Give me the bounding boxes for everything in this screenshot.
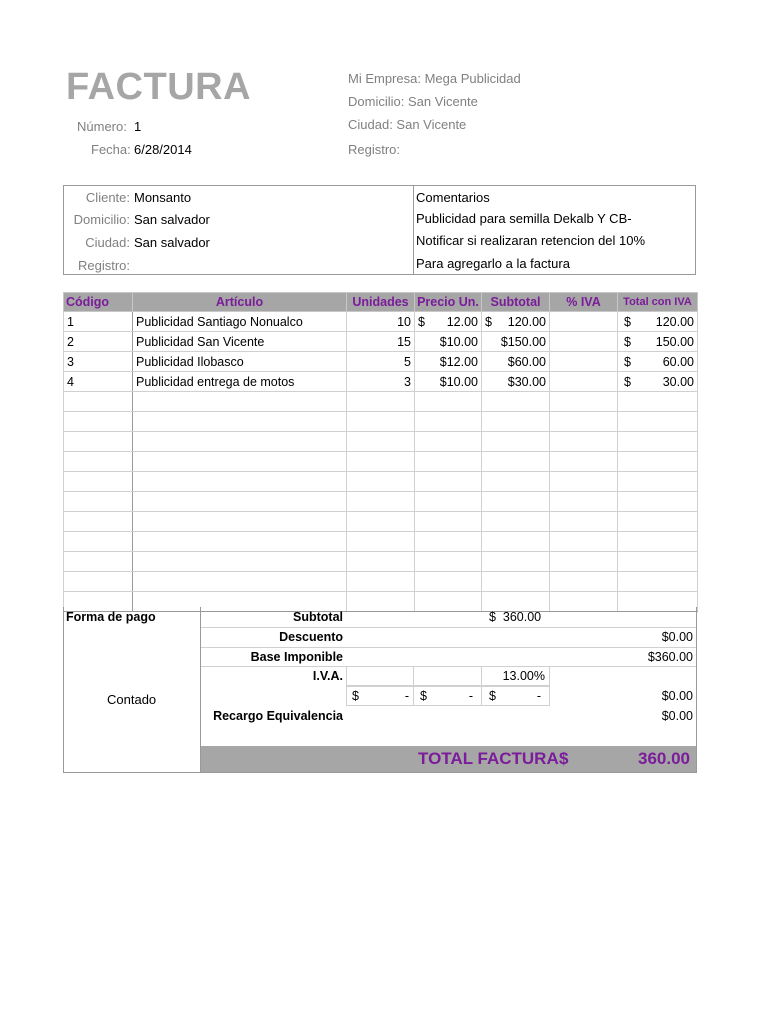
table-row [64,492,698,512]
table-cell [482,412,550,432]
unidades-cell: 10 [397,314,411,329]
items-header-row [64,293,698,312]
codigo-cell: 4 [67,374,74,389]
table-cell [550,412,618,432]
table-cell [415,552,482,572]
table-cell [133,332,347,352]
cliente-value: Monsanto [134,190,192,205]
client-ciudad-value: San salvador [134,235,210,250]
table-cell [550,312,618,332]
table-cell [550,492,618,512]
table-cell [133,392,347,412]
table-cell [133,492,347,512]
articulo-cell: Publicidad entrega de motos [136,374,295,389]
table-cell [550,532,618,552]
total-cell: 150.00 [655,334,694,349]
currency-symbol: $ [624,334,631,349]
table-cell [133,472,347,492]
table-row [64,372,698,392]
company-city: Ciudad: San Vicente [348,117,467,132]
table-cell [64,432,133,452]
precio-cell: $10.00 [439,374,478,389]
subtotal-cell: $60.00 [507,354,546,369]
precio-cell: 12.00 [446,314,478,329]
table-cell [482,332,550,352]
table-row [64,312,698,332]
table-cell [415,432,482,452]
table-cell [618,392,698,412]
table-cell [482,492,550,512]
table-cell [482,452,550,472]
numero-label: Número: [77,119,127,134]
table-row [64,472,698,492]
client-ciudad-label: Ciudad: [85,235,130,250]
table-cell [618,432,698,452]
table-cell [550,572,618,592]
table-cell [64,352,133,372]
table-cell [133,572,347,592]
table-cell [415,412,482,432]
table-cell [415,512,482,532]
dash: - [468,689,473,703]
currency-symbol: $ [352,689,359,703]
dash: - [536,689,541,703]
table-cell [64,492,133,512]
table-cell [64,572,133,592]
table-cell [618,472,698,492]
precio-cell: $10.00 [439,334,478,349]
table-cell [550,352,618,372]
codigo-cell: 3 [67,354,74,369]
table-row [64,552,698,572]
table-cell [618,572,698,592]
table-cell [482,472,550,492]
company-registry: Registro: [348,142,401,157]
total-cell: 30.00 [662,374,694,389]
table-cell [347,352,415,372]
table-cell [550,332,618,352]
table-cell [550,472,618,492]
iva-cell [346,666,414,686]
table-cell [133,352,347,372]
table-cell [415,452,482,472]
table-cell [550,392,618,412]
descuento-value: $0.00 [661,630,693,644]
summary-rule [201,647,696,648]
header-unidades: Unidades [347,293,415,312]
table-cell [133,372,347,392]
table-cell [133,432,347,452]
summary-rule [201,627,696,628]
descuento-label: Descuento [279,630,343,644]
table-cell [415,532,482,552]
iva-amount-cell [346,686,414,706]
iva-value: $0.00 [661,689,693,703]
table-cell [64,512,133,532]
table-cell [64,332,133,352]
client-divider [413,185,414,275]
comentarios-title: Comentarios [416,190,490,205]
table-cell [347,372,415,392]
table-cell [618,452,698,472]
table-cell [550,372,618,392]
table-cell [618,352,698,372]
client-domicilio-value: San salvador [134,212,210,227]
table-cell [347,412,415,432]
table-cell [618,492,698,512]
table-cell [347,332,415,352]
header-total-iva: Total con IVA [618,293,698,312]
precio-cell: $12.00 [439,354,478,369]
table-cell [64,472,133,492]
currency-symbol: $ [489,689,496,703]
table-cell [415,572,482,592]
total-cell: 60.00 [662,354,694,369]
codigo-cell: 1 [67,314,74,329]
table-cell [347,532,415,552]
currency-symbol: $ [624,354,631,369]
table-cell [347,492,415,512]
comentario-line: Para agregarlo a la factura [416,256,570,271]
currency-symbol: $ [624,374,631,389]
currency-symbol: $ [418,314,425,329]
header-articulo: Artículo [133,293,347,312]
invoice-title: FACTURA [66,66,252,108]
table-cell [64,552,133,572]
table-row [64,512,698,532]
table-row [64,392,698,412]
iva-label: I.V.A. [312,669,343,683]
subtotal-label: Subtotal [293,610,343,624]
unidades-cell: 15 [397,334,411,349]
iva-rate: 13.00% [481,666,550,686]
table-cell [64,412,133,432]
comentario-line: Publicidad para semilla Dekalb Y CB- [416,211,632,226]
table-cell [347,432,415,452]
iva-amount-cell [413,686,482,706]
table-cell [347,452,415,472]
dash: - [404,689,409,703]
total-currency: $ [559,749,569,768]
articulo-cell: Publicidad Santiago Nonualco [136,314,303,329]
table-cell [347,572,415,592]
table-cell [550,452,618,472]
total-value: 360.00 [638,749,690,768]
table-cell [550,432,618,452]
fecha-label: Fecha: [91,142,131,157]
table-cell [415,312,482,332]
table-cell [133,452,347,472]
table-cell [347,472,415,492]
articulo-cell: Publicidad Ilobasco [136,354,244,369]
table-cell [133,552,347,572]
subtotal-cell: $30.00 [507,374,546,389]
subtotal-cell: $150.00 [500,334,546,349]
table-cell [482,352,550,372]
table-cell [415,492,482,512]
base-imponible-label: Base Imponible [250,650,343,664]
table-row [64,332,698,352]
subtotal-value: $ 360.00 [489,610,542,624]
table-cell [482,432,550,452]
table-cell [482,312,550,332]
iva-amount-cell [481,686,550,706]
table-cell [347,552,415,572]
table-cell [133,512,347,532]
currency-symbol: $ [485,314,492,329]
table-cell [347,512,415,532]
table-row [64,412,698,432]
unidades-cell: 3 [404,374,411,389]
forma-pago-label: Forma de pago [66,610,156,624]
table-cell [133,412,347,432]
currency-symbol: $ [420,689,427,703]
recargo-value: $0.00 [661,709,693,723]
table-cell [618,412,698,432]
table-cell [482,392,550,412]
table-row [64,452,698,472]
total-cell: 120.00 [655,314,694,329]
table-cell [64,372,133,392]
total-label: TOTAL FACTURA [418,749,559,768]
table-cell [64,392,133,412]
table-cell [482,512,550,532]
forma-pago-value: Contado [107,692,157,707]
table-cell [415,372,482,392]
table-row [64,572,698,592]
table-cell [482,372,550,392]
table-cell [550,552,618,572]
table-cell [618,372,698,392]
table-cell [415,352,482,372]
comentario-line: Notificar si realizaran retencion del 10% [416,233,646,248]
table-cell [415,332,482,352]
table-cell [482,532,550,552]
table-cell [347,312,415,332]
cliente-label: Cliente: [85,190,130,205]
client-domicilio-label: Domicilio: [73,212,130,227]
table-cell [64,532,133,552]
table-cell [550,512,618,532]
table-cell [482,572,550,592]
table-cell [618,332,698,352]
recargo-label: Recargo Equivalencia [213,709,343,723]
iva-cell [413,666,482,686]
header-precio: Precio Un. [415,293,482,312]
subtotal-cell: 120.00 [507,314,546,329]
unidades-cell: 5 [404,354,411,369]
table-cell [618,532,698,552]
table-cell [618,312,698,332]
table-cell [415,392,482,412]
codigo-cell: 2 [67,334,74,349]
client-registro-label: Registro: [77,258,130,273]
table-cell [482,552,550,572]
table-cell [618,512,698,532]
table-row [64,432,698,452]
header-subtotal: Subtotal [482,293,550,312]
table-cell [415,472,482,492]
items-table [63,292,698,612]
articulo-cell: Publicidad San Vicente [136,334,265,349]
numero-value: 1 [134,119,142,134]
fecha-value: 6/28/2014 [134,142,192,157]
header-iva: % IVA [550,293,618,312]
table-cell [133,532,347,552]
currency-symbol: $ [624,314,631,329]
header-codigo: Código [64,293,133,312]
company-name: Mi Empresa: Mega Publicidad [348,71,521,86]
table-cell [618,552,698,572]
table-row [64,352,698,372]
base-imponible-value: $360.00 [647,650,693,664]
table-cell [64,452,133,472]
table-cell [64,312,133,332]
company-address: Domicilio: San Vicente [348,94,478,109]
table-cell [133,312,347,332]
table-cell [347,392,415,412]
table-row [64,532,698,552]
